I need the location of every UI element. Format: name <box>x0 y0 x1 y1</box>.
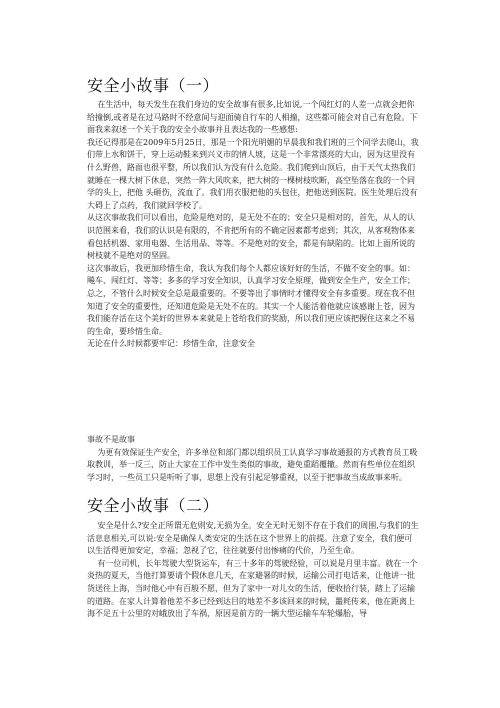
story-one-title: 安全小故事（一） <box>87 76 220 95</box>
story-two-title: 安全小故事（二） <box>87 496 220 515</box>
story-one-paragraph: 在生活中，每天发生在我们身边的安全故事有很多,比如说,一个闯红灯的人差一点就会把你给撞倒,或者是在过马路时不经意间与迎面骑自行车的人相撞，这些都可能会对自己有危险。下面我来叙述一个关于我的安全小故事并且表达我的一些感想: <box>87 100 418 135</box>
story-one-paragraph: 总之，不管什么时候安全总是最重要的。不要等出了事情时才懂得安全有多重要。现在我不但知道了安全的重要性，还知道危险是无处不在的。其实一个人能活着他就应该感谢上苍，因为我们能存活在这个美好的世界本来就是上苍给我们的奖励，所以我们更应该把握住这来之不易的生命，要珍惜生命。 <box>87 288 415 336</box>
story-one-paragraph: 从这次事故我们可以看出，危险是绝对的，是无处不在的；安全只是相对的，首先，从人的认识范围来看，我们的认识是有限的，不肯把所有的不确定因素都考虑到；其次，从客观物体来看包括机器、家用电器、生活用品、等等。不是绝对的安全，都是有缺陷的。比如上面所说的树枝就不是绝对的坚固。 <box>87 213 415 261</box>
story-one-body <box>87 99 419 351</box>
story-one-paragraph: 无论在什么时候都要牢记：珍惜生命，注意安全 <box>87 339 255 349</box>
story-two-body <box>87 520 419 621</box>
story-one-paragraph: 我还记得那是在2009年5月25日，那是一个阳光明媚的早晨我和我们班的三个同学去爬山，我们带上水和饼干，穿上运动鞋来到兴义市的情人坡，这是一个非常漂亮的大山，因为这里没有什么野兽，路面也很平整，所以我们认为没有什么危险。我们爬到山顶后，由于天气太热我们就睡在一棵大树下休息，突然一阵大风吹来，把大树的一棵树枝吹断，高空坠落在我的一个同学的头上，把他 头砸伤，流血了。我们用衣服把他的头包住，把他送到医院。医生处理后没有大碍上了点药，我们就回学校了。 <box>87 137 419 210</box>
story-two-paragraph: 有一位司机，长年驾驶大型货运车，有三十多年的驾驶经验，可以说是月里丰富。就在一个炎热的夏天，当他打算要请个假休息几天，在家避暑的时候，运输公司打电话来，让他讲一批货送往上海，当时他心中有百般不愿，但为了家中一对儿女的生活，便收拾行装，踏上了运输的道路。在家人计算着他差不多已经到达目的地差不多该回来的时候，噩耗传来，他在距离上海不足五十公里的对峨放出了车祸，原因是前方的一辆大型运输车车轮爆胎，导 <box>87 558 418 619</box>
accident-not-story-section <box>87 434 419 484</box>
story-one-paragraph: 这次事故后，我更加珍惜生命，我认为我们每个人都应该好好的生活，不做不安全的事。如：飚车、闯红灯、等等；多多的学习安全知识，认真学习安全原理，做到安全生产，安全工作； <box>87 263 415 286</box>
story-two-paragraph: 安全是什么?安全正所谓无危则安,无损为全。安全无时无刻不存在于我们的周围,与我们的生活息息相关,可以说:安全是确保人类安定的生活在这个世界上的前提。注意了安全，我们便可以生活得更加安定，幸福；忽视了它，往往就要付出惨痛的代价，乃至生命。 <box>87 521 419 556</box>
section-paragraph: 为更有效保证生产安全，许多单位和部门都以组织员工认真学习事故通报的方式教育员工吸取教训，举一反三，防止大家在工作中发生类似的事故，避免重蹈覆辙。然而有些单位在组织学习时，一些员工只是听听了事，思想上没有引起足够重视，以至于把事故当成故事来听。 <box>87 447 418 482</box>
section-heading: 事故不是故事 <box>87 435 135 444</box>
